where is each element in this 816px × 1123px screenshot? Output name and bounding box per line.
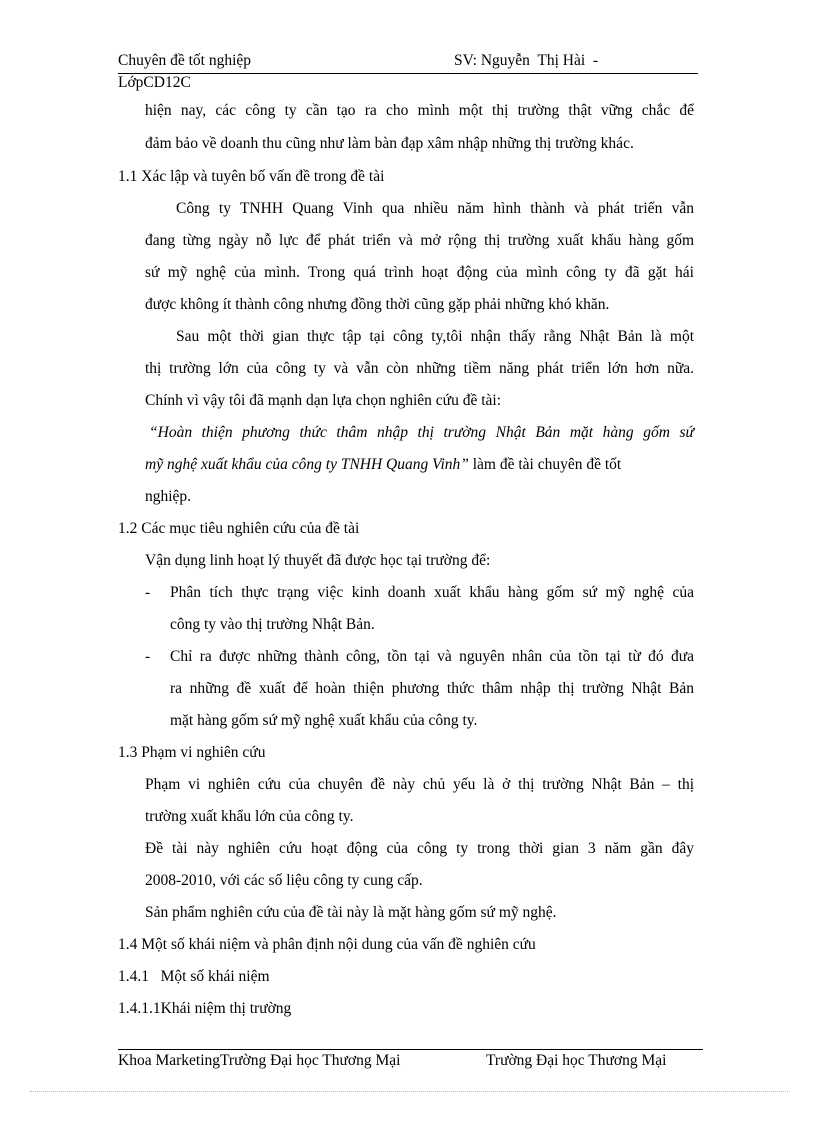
text-line: Sau một thời gian thực tập tại công ty,tôi nhận thấy rằng Nhật Bản là một [176,328,694,345]
text-line: ra những đề xuất để hoàn thiện phương thức thâm nhập thị trường Nhật Bản [170,680,694,697]
section-heading: 1.1 Xác lập và tuyên bố vấn đề trong đề tài [118,168,385,185]
bullet-dash: - [145,584,151,601]
text-line [145,454,621,476]
text-line: Chính vì vậy tôi đã mạnh dạn lựa chọn nghiên cứu đề tài: [145,392,502,409]
subsection-heading: 1.4.1 Một số khái niệm [118,968,270,985]
text-fragment: làm đề tài chuyên đề tốt [468,456,622,473]
footer-faculty: Khoa MarketingTrường Đại học Thương Mại [118,1052,401,1069]
text-line: 2008-2010, với các số liệu công ty cung cấp. [145,872,423,889]
text-line: công ty vào thị trường Nhật Bản. [170,616,375,633]
text-line: Phạm vi nghiên cứu của chuyên đề này chủ yếu là ở thị trường Nhật Bản – thị [145,776,694,793]
text-line: đảm bảo về doanh thu cũng như làm bàn đạp xâm nhập những thị trường khác. [145,135,634,152]
page-header [118,52,698,74]
text-line: Phân tích thực trạng việc kinh doanh xuất khẩu hàng gốm sứ mỹ nghệ của [170,584,694,601]
subsubsection-heading: 1.4.1.1Khái niệm thị trường [118,1000,292,1017]
header-class: LớpCD12C [118,74,191,91]
footer-university: Trường Đại học Thương Mại [486,1052,667,1069]
section-heading: 1.3 Phạm vi nghiên cứu [118,744,266,761]
text-line: sứ mỹ nghệ của mình. Trong quá trình hoạt động của mình công ty đã gặt hái [145,264,694,281]
page-bottom-border [30,1091,790,1092]
text-line: đang từng ngày nỗ lực để phát triển và mở rộng thị trường xuất khẩu hàng gốm [145,232,694,249]
footer-rule [118,1049,703,1050]
section-heading: 1.2 Các mục tiêu nghiên cứu của đề tài [118,520,360,537]
section-heading: 1.4 Một số khái niệm và phân định nội dung của vấn đề nghiên cứu [118,936,536,953]
text-line: thị trường lớn của công ty và vẫn còn những tiềm năng phát triển lớn hơn nữa. [145,360,694,377]
text-line: Công ty TNHH Quang Vinh qua nhiều năm hình thành và phát triển vẫn [176,200,694,217]
header-title: Chuyên đề tốt nghiệp [118,52,252,69]
text-line: hiện nay, các công ty cần tạo ra cho mình một thị trường thật vững chắc để [145,102,694,119]
header-student: SV: Nguyễn Thị Hài - [454,52,599,69]
text-line: Vận dụng linh hoạt lý thuyết đã được học tại trường để: [145,552,491,569]
header-rule [118,73,698,74]
text-line: Sản phẩm nghiên cứu của đề tài này là mặt hàng gốm sứ mỹ nghệ. [145,904,557,921]
topic-title-end: mỹ nghệ xuất khẩu của công ty TNHH Quang Vinh” [145,456,469,473]
text-line: Đề tài này nghiên cứu hoạt động của công ty trong thời gian 3 năm gần đây [145,840,694,857]
bullet-dash: - [145,648,151,665]
text-line: được không ít thành công nhưng đồng thời cũng gặp phải những khó khăn. [145,296,610,313]
text-line: mặt hàng gốm sứ mỹ nghệ xuất khẩu của công ty. [170,712,478,729]
topic-title-line: “Hoàn thiện phương thức thâm nhập thị trường Nhật Bản mặt hàng gốm sứ [149,424,694,441]
text-line: nghiệp. [145,488,192,505]
text-line: Chỉ ra được những thành công, tồn tại và nguyên nhân của tồn tại từ đó đưa [170,648,694,665]
text-line: trường xuất khẩu lớn của công ty. [145,808,354,825]
